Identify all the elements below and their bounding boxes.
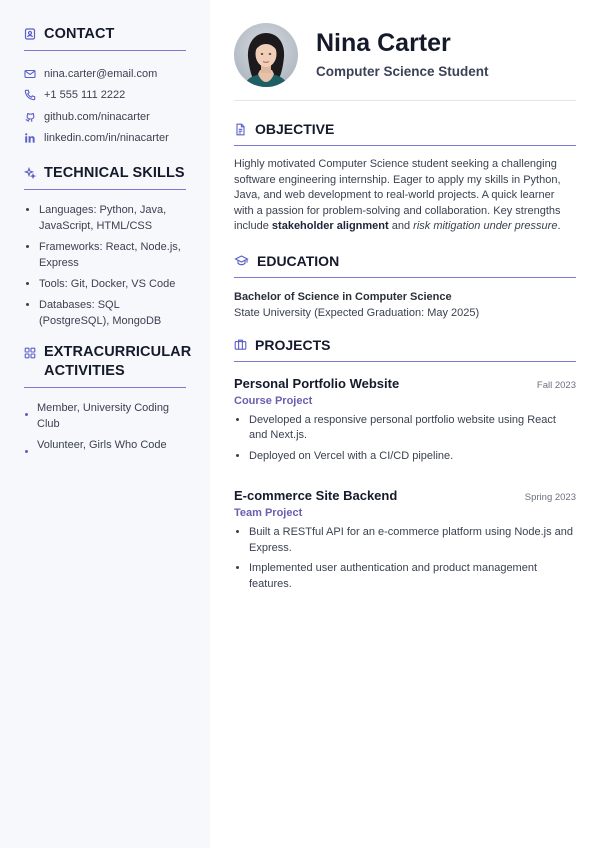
project-subtitle: Team Project [234, 507, 303, 519]
phone-icon [24, 89, 36, 101]
sidebar [0, 0, 210, 848]
project-subtitle: Course Project [234, 394, 313, 407]
skills-list [24, 202, 186, 329]
projects-heading [234, 337, 576, 362]
skills-section [24, 163, 186, 329]
contact-section [24, 24, 186, 149]
contact-email[interactable] [24, 63, 186, 85]
objective-heading [234, 121, 576, 146]
mail-icon [24, 68, 36, 80]
contact-linkedin[interactable] [24, 128, 186, 150]
contact-linkedin-text: linkedin.com/in/ninacarter [44, 132, 169, 145]
extracurricular-heading-line1: EXTRACURRICULAR [44, 344, 192, 360]
profile-photo [234, 23, 298, 87]
contact-heading-text: CONTACT [44, 26, 115, 42]
project-header [234, 376, 576, 391]
project-title: Personal Portfolio Website [234, 375, 400, 391]
education-degree: Bachelor of Science in Computer Science [234, 290, 452, 303]
resume-header [234, 0, 576, 101]
extracurricular-item: Volunteer, Girls Who Code [24, 437, 186, 453]
project-bullet: • Developed a responsive personal portfolio website using React and Next.js. [249, 413, 576, 444]
contact-email-text: nina.carter@email.com [44, 67, 158, 80]
project-header [234, 488, 576, 503]
main-content [234, 0, 576, 597]
objective-italic-phrase: risk mitigation under pressure [413, 220, 558, 232]
contact-github-text: github.com/ninacarter [44, 110, 150, 123]
education-heading [234, 253, 576, 278]
briefcase-icon [234, 338, 247, 351]
linkedin-icon [24, 132, 36, 144]
github-icon [24, 111, 36, 123]
skill-item: • Tools: Git, Docker, VS Code [39, 276, 186, 292]
id-badge-icon [24, 28, 36, 40]
project-date: Spring 2023 [524, 492, 576, 503]
avatar [234, 23, 298, 87]
document-icon [234, 123, 247, 136]
project-bullets [234, 413, 576, 465]
extracurricular-heading-line2: ACTIVITIES [44, 363, 125, 379]
objective-text-part2: and [388, 220, 414, 232]
objective-text [234, 157, 576, 235]
grid-icon [24, 347, 36, 359]
extracurricular-section [24, 343, 192, 453]
skills-heading [24, 163, 186, 190]
project-item [234, 488, 576, 592]
skill-item: • Languages: Python, Java, JavaScript, HTML/CSS [39, 202, 186, 234]
projects-section [234, 337, 576, 593]
project-item [234, 376, 576, 465]
project-title: E-commerce Site Backend [234, 488, 398, 503]
extracurricular-heading-text [44, 343, 191, 381]
contact-phone[interactable] [24, 85, 186, 107]
extracurricular-list [24, 400, 186, 453]
project-bullet: • Implemented user authentication and product management features. [249, 561, 576, 592]
projects-heading-text: PROJECTS [255, 336, 331, 353]
education-section [234, 253, 576, 319]
project-bullets [234, 525, 576, 592]
contact-heading [24, 24, 186, 51]
objective-heading-text: OBJECTIVE [255, 121, 335, 137]
objective-section [234, 121, 576, 235]
education-school: State University (Expected Graduation: May 2025) [234, 306, 480, 319]
extracurricular-item: Member, University Coding Club [24, 400, 186, 432]
extracurricular-heading [24, 343, 192, 388]
skills-heading-text: TECHNICAL SKILLS [44, 165, 185, 181]
skill-item: • Databases: SQL (PostgreSQL), MongoDB [39, 297, 186, 329]
objective-bold-phrase: stakeholder alignment [271, 220, 389, 232]
sparkle-icon [24, 167, 36, 179]
objective-text-part3: . [557, 220, 561, 232]
skill-item: • Frameworks: React, Node.js, Express [39, 239, 186, 271]
person-role: Computer Science Student [316, 63, 489, 79]
objective-text-part1: Highly motivated Computer Science student seeking a challenging software engineering internship. Eager to apply my skills in Python, Java, and web development to real-world projects. A quick learner with a passion for problem-solving and collaboration. Key strengths include [234, 158, 561, 232]
header-text [316, 28, 489, 79]
graduation-cap-icon [234, 254, 249, 267]
contact-list [24, 63, 186, 149]
contact-github[interactable] [24, 106, 186, 128]
project-bullet: • Built a RESTful API for an e-commerce platform using Node.js and Express. [249, 525, 576, 556]
project-date: Fall 2023 [536, 379, 576, 391]
education-heading-text: EDUCATION [257, 252, 340, 269]
person-name: Nina Carter [316, 28, 451, 57]
project-bullet: • Deployed on Vercel with a CI/CD pipeline. [249, 449, 576, 465]
contact-phone-text: +1 555 111 2222 [44, 89, 126, 102]
